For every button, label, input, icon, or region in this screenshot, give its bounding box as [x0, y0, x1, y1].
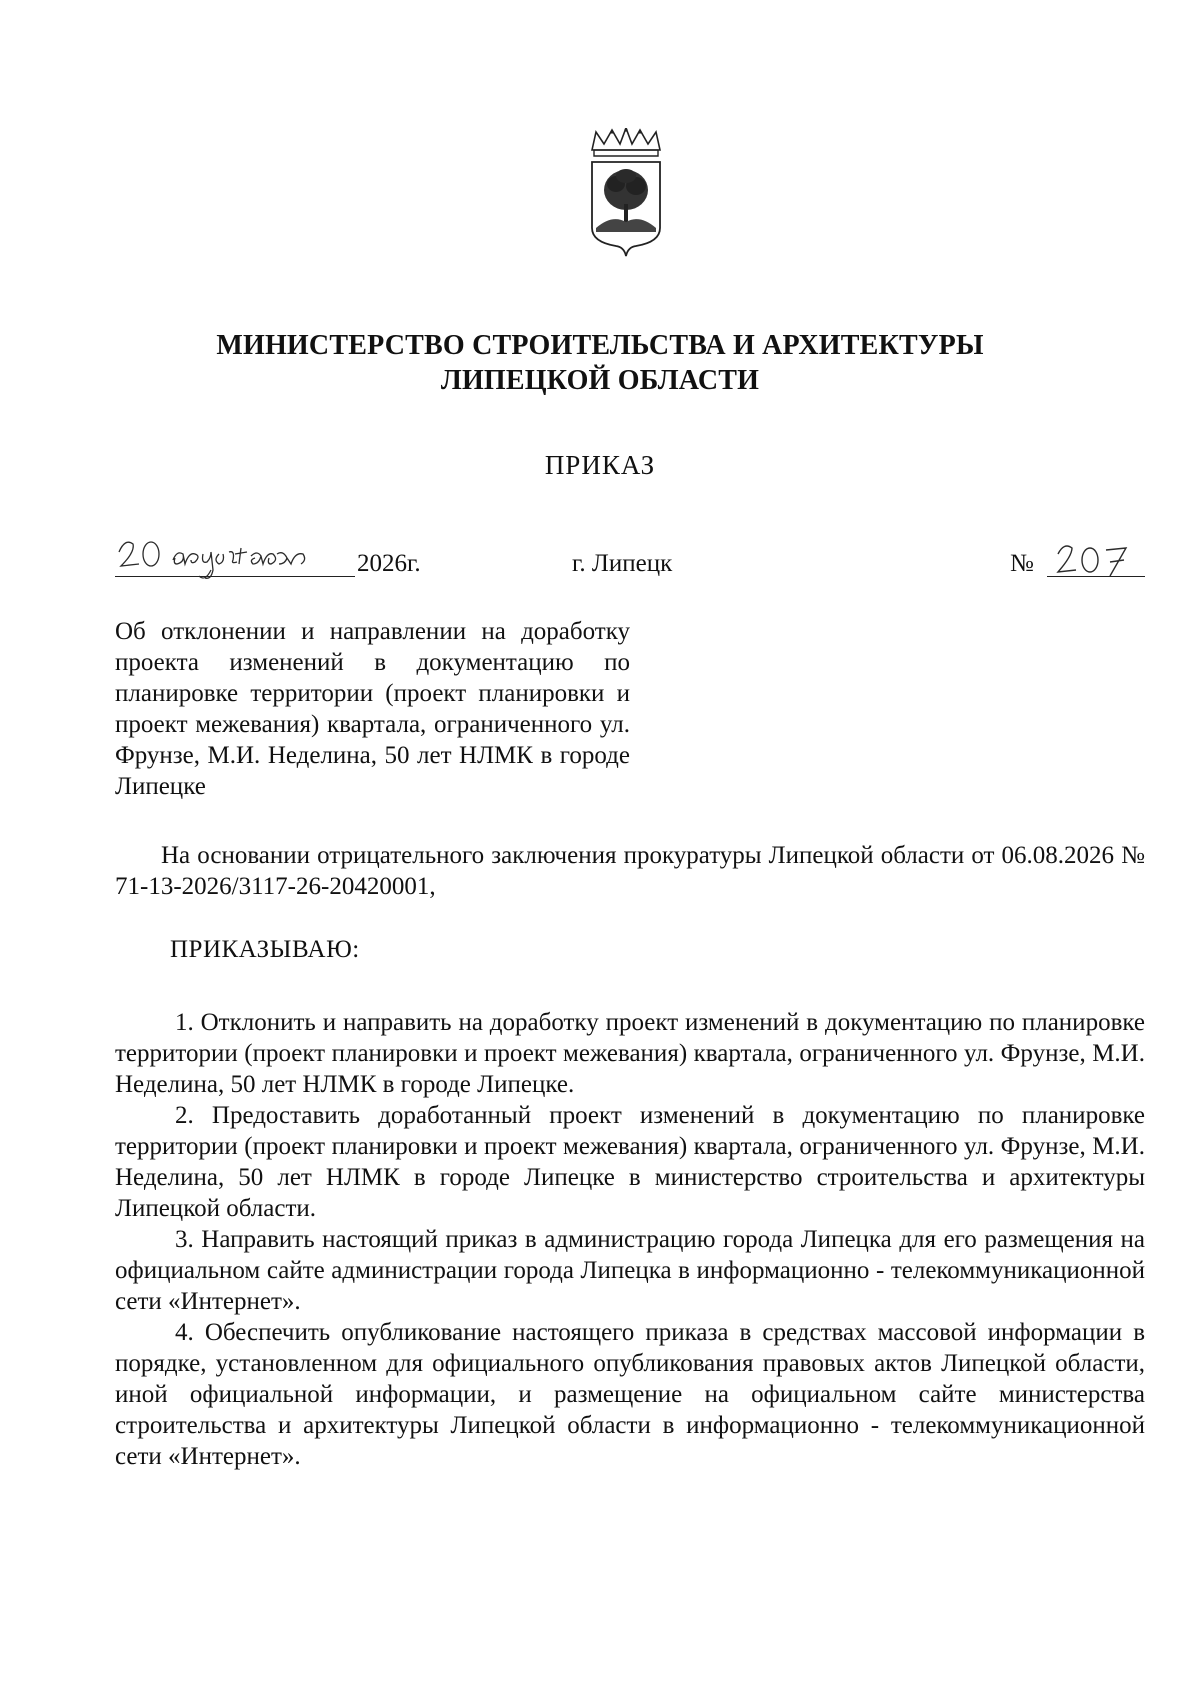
coat-of-arms-emblem: [586, 128, 666, 260]
organization-title-line2: ЛИПЕЦКОЙ ОБЛАСТИ: [440, 365, 760, 396]
order-word: ПРИКАЗЫВАЮ:: [170, 936, 360, 963]
order-items: [115, 1007, 1145, 1472]
order-item-4: 4. Обеспечить опубликование настоящего приказа в средствах массовой информации в порядке, установленном для официального опубликования правовых актов Липецкой области, иной официальной информации, и размещение на официальном сайте министерства строительства и архитектуры Липецкой области в информационно - телекоммуникационной сети «Интернет».: [115, 1319, 1145, 1470]
date-underline: [115, 576, 355, 577]
organization-title: [0, 328, 1200, 398]
number-sign: №: [1010, 550, 1034, 577]
document-city: г. Липецк: [572, 550, 673, 577]
basis-paragraph: На основании отрицательного заключения прокуратуры Липецкой области от 06.08.2026 № 71-13-2026/3117-26-20420001,: [115, 842, 1145, 900]
document-year: 2026г.: [357, 550, 421, 577]
number-underline: [1047, 576, 1145, 577]
document-subject: Об отклонении и направлении на доработку проекта изменений в документацию по планировке территории (проект планировки и проект межевания) квартала, ограниченного ул. Фрунзе, М.И. Неделина, 50 лет НЛМК в городе Липецке: [115, 618, 630, 800]
order-item-1: 1. Отклонить и направить на доработку проект изменений в документацию по планировке территории (проект планировки и проект межевания) квартала, ограниченного ул. Фрунзе, М.И. Неделина, 50 лет НЛМК в городе Липецке.: [115, 1009, 1145, 1098]
order-item-3: 3. Направить настоящий приказ в администрацию города Липецка для его размещения на официальном сайте администрации города Липецка в информационно - телекоммуникационной сети «Интернет».: [115, 1226, 1145, 1315]
order-item-2: 2. Предоставить доработанный проект изменений в документацию по планировке территории (проект планировки и проект межевания) квартала, ограниченного ул. Фрунзе, М.И. Неделина, 50 лет НЛМК в городе Липецке в министерство строительства и архитектуры Липецкой области.: [115, 1102, 1145, 1222]
organization-title-line1: МИНИСТЕРСТВО СТРОИТЕЛЬСТВА И АРХИТЕКТУРЫ: [216, 330, 984, 361]
document-type: ПРИКАЗ: [544, 450, 656, 480]
document-meta-row: [115, 540, 1145, 600]
